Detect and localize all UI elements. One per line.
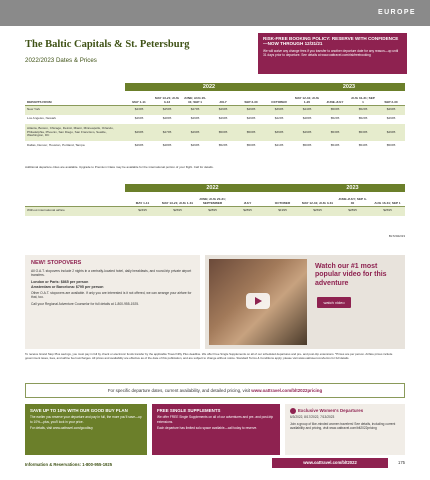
price-cell: $3995	[265, 124, 293, 141]
price-cell: $4995	[218, 116, 228, 121]
year-2023-header: 2023	[300, 184, 405, 192]
good-buy-link[interactable]: For details, visit www.oattravel.com/goodbuy	[30, 425, 93, 430]
section-label: EUROPE	[378, 9, 416, 16]
price-cell: $4995	[209, 105, 237, 115]
womens-departures-text: Join a group of like-minded women travelers! See details, including current availability and pricing, visit www.oattravel.com/blt2022pricing	[290, 421, 396, 430]
fine-print: To receive Grand Stop Plus savings, you must pay in full by check or electronic funds transfer by the applicable Travel Nifty Plus deadline. We offer Free Single Supplements on all of our scheduled departures and pre- and post-trip extensions. *Prices are per person. Airfare prices include government taxes, fees, and airline fuel surcharges. All prices and availability are effective as of the date of this publication, and are subject to change without notice. Standard Terms & Conditions apply; please visit www.oattravel.com/terms for full details.	[25, 352, 393, 361]
price-cell: $5295	[218, 142, 228, 147]
page-number: 175	[398, 460, 405, 465]
price-cell: $1995	[265, 206, 300, 216]
price-cell: $4195	[274, 142, 284, 147]
price-cell: $3995	[265, 105, 293, 115]
price-cell: $4895	[162, 116, 172, 121]
trip-code: BLT2022/23	[388, 234, 405, 238]
price-cell: $4995	[293, 124, 321, 141]
free-single-supplements-box	[152, 404, 280, 455]
land-only-price-table	[25, 184, 405, 216]
price-cell: $4695	[134, 116, 144, 121]
price-cell: $2695	[300, 206, 335, 216]
price-cell: $4895	[302, 116, 312, 121]
price-cell: $4995	[246, 116, 256, 121]
footer-url[interactable]: www.oattravel.com/blt2022	[272, 458, 388, 468]
date-header: SEP 2-30	[377, 91, 405, 105]
date-header: MAY 12-31; AUG 3-31	[300, 192, 335, 206]
table-row	[25, 141, 405, 151]
stopovers-contact-text: Call your Regional Adventure Counselor for full details at 1-800-955-1925.	[31, 301, 139, 306]
womens-departures-dates: 6/3/2022, 8/17/2022, 7/13/2023	[290, 415, 335, 420]
price-cell: $5495	[358, 142, 368, 147]
stopover-price-london-paris: London or Paris: $865 per person	[31, 279, 89, 284]
price-cell: $4995	[237, 105, 265, 115]
price-cell: $5095	[209, 124, 237, 141]
stopovers-text: All O.A.T. stopovers include 2 nights in a centrally-located hotel, daily breakfasts, and round-trip private airport transfers.	[31, 268, 192, 278]
single-supplements-text: We offer FREE Single Supplements on all of our adventures and pre- and post-trip extensions.	[157, 415, 274, 424]
price-cell: $5095	[321, 105, 349, 115]
departure-city: Atlanta, Boston, Chicago, Detroit, Miami, Minneapolis, Orlando, Philadelphia, Phoenix, San Diego, San Francisco, Seattle, Washington, DC	[25, 124, 125, 141]
price-cell: $4895	[162, 142, 172, 147]
year-2022-header: 2022	[125, 184, 300, 192]
price-cell: $4995	[190, 142, 200, 147]
section-header-bar	[0, 0, 430, 26]
date-header: SEP 3-30	[237, 91, 265, 105]
pricing-callout	[25, 383, 405, 398]
good-buy-heading: SAVE UP TO 10% WITH OUR GOOD BUY PLAN	[30, 408, 128, 413]
departure-cities-note: Additional departure cities are available. Upgrade to Premium Class may be available for the international portion of your flight. Call for details.	[25, 165, 214, 169]
price-cell: $2895	[195, 206, 230, 216]
table-row	[25, 206, 405, 216]
price-cell: $4995	[134, 142, 144, 147]
date-header: JUNE-JULY	[321, 91, 349, 105]
price-cell: $2895	[230, 206, 265, 216]
page-subtitle: 2022/2023 Dates & Prices	[25, 57, 97, 64]
price-cell: $5395	[349, 124, 377, 141]
date-header: OCTOBER	[265, 91, 293, 105]
departure-city: Los Angeles, Newark	[27, 116, 57, 121]
single-supplements-heading: FREE SINGLE SUPPLEMENTS	[157, 408, 221, 413]
price-cell: $4795	[181, 105, 209, 115]
womens-departures-box	[285, 404, 405, 455]
date-header: JULY	[230, 192, 265, 206]
price-cell: $4995	[377, 105, 405, 115]
date-header: MAY 13-21; AUG 3-13	[153, 91, 181, 105]
table-row	[25, 124, 405, 141]
airfare-price-table	[25, 83, 405, 151]
single-supplements-text-2: Each departure has limited solo space available—call today to reserve.	[157, 425, 258, 430]
price-cell: $2695	[370, 206, 405, 216]
good-buy-text: The earlier you reserve your departure and pay in full, the more you'll save—up to 10%—plus, you'll lock in your price.	[30, 415, 142, 424]
year-2022-header: 2022	[125, 83, 293, 91]
price-cell: $5095	[246, 142, 256, 147]
good-buy-plan-box	[25, 404, 147, 455]
price-cell: $4795	[153, 124, 181, 141]
pricing-link[interactable]: www.oattravel.com/blt2022pricing	[251, 388, 323, 393]
departure-city: New York	[25, 105, 125, 115]
table-row	[25, 105, 405, 115]
date-header: MAY 12-31; AUG 1-20	[293, 91, 321, 105]
play-icon[interactable]	[246, 293, 270, 309]
price-cell: $4995	[190, 116, 200, 121]
page-title: The Baltic Capitals & St. Petersburg	[25, 39, 190, 50]
date-header: OCTOBER	[265, 192, 300, 206]
date-header: JUNE; AUG 20-31; SEP 1	[181, 91, 209, 105]
stopovers-box	[25, 255, 200, 349]
date-header: JUNE-JULY; SEP 3-30	[335, 192, 370, 206]
price-cell: $5295	[349, 105, 377, 115]
stopovers-other-text: Other O.A.T. stopovers are available. If only you are interested is it not offered, we can arrange your airfare for that, too.	[31, 290, 192, 300]
stopovers-heading: NEW! STOPOVERS	[31, 260, 82, 266]
date-header: AUG 16-31; SEP 1	[370, 192, 405, 206]
policy-heading: RISK-FREE BOOKING POLICY: RESERVE WITH CONFIDENCE—NOW THROUGH 12/31/21	[263, 36, 399, 47]
price-cell: $4495	[293, 105, 321, 115]
price-cell: $5095	[386, 142, 396, 147]
footer-info: Information & Reservations: 1-800-955-1925	[25, 462, 113, 467]
price-cell: $5095	[302, 142, 312, 147]
video-thumbnail[interactable]	[209, 259, 307, 345]
womens-departures-heading	[290, 408, 400, 413]
price-cell: $5495	[330, 142, 340, 147]
price-cell: $2895	[335, 206, 370, 216]
price-cell: $4395	[125, 105, 153, 115]
date-header: JULY	[209, 91, 237, 105]
risk-free-policy-box	[258, 33, 407, 74]
price-cell: $4595	[153, 105, 181, 115]
table-row	[25, 115, 405, 125]
date-header: AUG 31-31; SEP 1	[349, 91, 377, 105]
womens-departures-title: Exclusive Women's Departures	[298, 408, 364, 413]
policy-text: We will waive any change fees if you transfer to another departure date for any reason—up until 31 days prior to departure. See details at www.oattravel.com/riskfreebooking	[263, 48, 399, 57]
price-cell: $5095	[237, 124, 265, 141]
row-label: Without international airfare	[25, 206, 125, 216]
watch-video-button[interactable]: watch video	[317, 297, 351, 308]
video-heading: Watch our #1 most popular video for this adventure	[315, 263, 387, 287]
price-cell: $2495	[125, 206, 160, 216]
date-header: MAY 1-11	[125, 91, 153, 105]
price-cell: $5295	[358, 116, 368, 121]
stopover-price-amsterdam-barcelona: Amsterdam or Barcelona: $795 per person	[31, 285, 104, 290]
video-promo	[205, 255, 405, 349]
price-cell: $2695	[160, 206, 195, 216]
date-header: JUNE; AUG 20-31; SEPTEMBER	[195, 192, 230, 206]
price-cell: $4995	[181, 124, 209, 141]
date-header: MAY 1-11	[125, 192, 160, 206]
price-cell: $4995	[125, 124, 153, 141]
price-cell: $4295	[274, 116, 284, 121]
callout-text: For specific departure dates, current availability, and detailed pricing, visit	[107, 388, 252, 393]
departure-city: Dallas, Denver, Houston, Portland, Tampa	[27, 142, 85, 147]
date-header: MAY 13-21; AUG 1-31	[160, 192, 195, 206]
price-cell: $4995	[386, 116, 396, 121]
price-cell: $5395	[321, 124, 349, 141]
price-cell: $5295	[330, 116, 340, 121]
departs-from-header: DEPARTS FROM	[25, 91, 125, 105]
year-2023-header: 2023	[293, 83, 405, 91]
price-cell: $4995	[377, 124, 405, 141]
women-icon	[290, 408, 296, 414]
